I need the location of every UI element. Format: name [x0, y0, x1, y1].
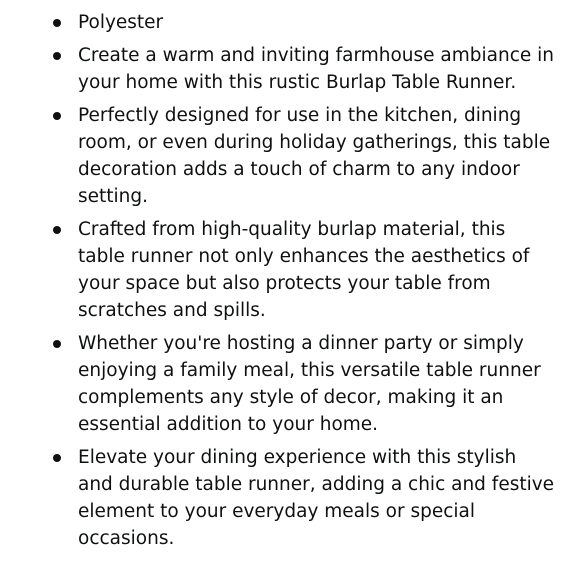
list-item [78, 216, 556, 324]
bullet-icon [53, 52, 61, 60]
bullet-text: Elevate your dining experience with this stylish and durable table runner, adding a chic and festive element to your everyday meals or special occasions. [78, 447, 555, 549]
feature-bullet-list [78, 9, 556, 552]
bullet-icon [53, 340, 61, 348]
bullet-icon [53, 454, 61, 462]
bullet-text: Perfectly designed for use in the kitchen, dining room, or even during holiday gatherings, this table decoration adds a touch of charm to any indoor setting. [78, 105, 551, 207]
bullet-text: Whether you're hosting a dinner party or simply enjoying a family meal, this versatile table runner complements any style of decor, making it an essential addition to your home. [78, 333, 541, 435]
bullet-text: Polyester [78, 12, 164, 33]
list-item [78, 42, 556, 96]
bullet-icon [53, 19, 61, 27]
bullet-text: Create a warm and inviting farmhouse ambiance in your home with this rustic Burlap Table Runner. [78, 45, 555, 93]
bullet-icon [53, 226, 61, 234]
list-item [78, 102, 556, 210]
list-item [78, 9, 556, 36]
bullet-icon [53, 112, 61, 120]
list-item [78, 330, 556, 438]
bullet-text: Crafted from high-quality burlap material, this table runner not only enhances the aesthetics of your space but also protects your table from scratches and spills. [78, 219, 530, 321]
list-item [78, 444, 556, 552]
